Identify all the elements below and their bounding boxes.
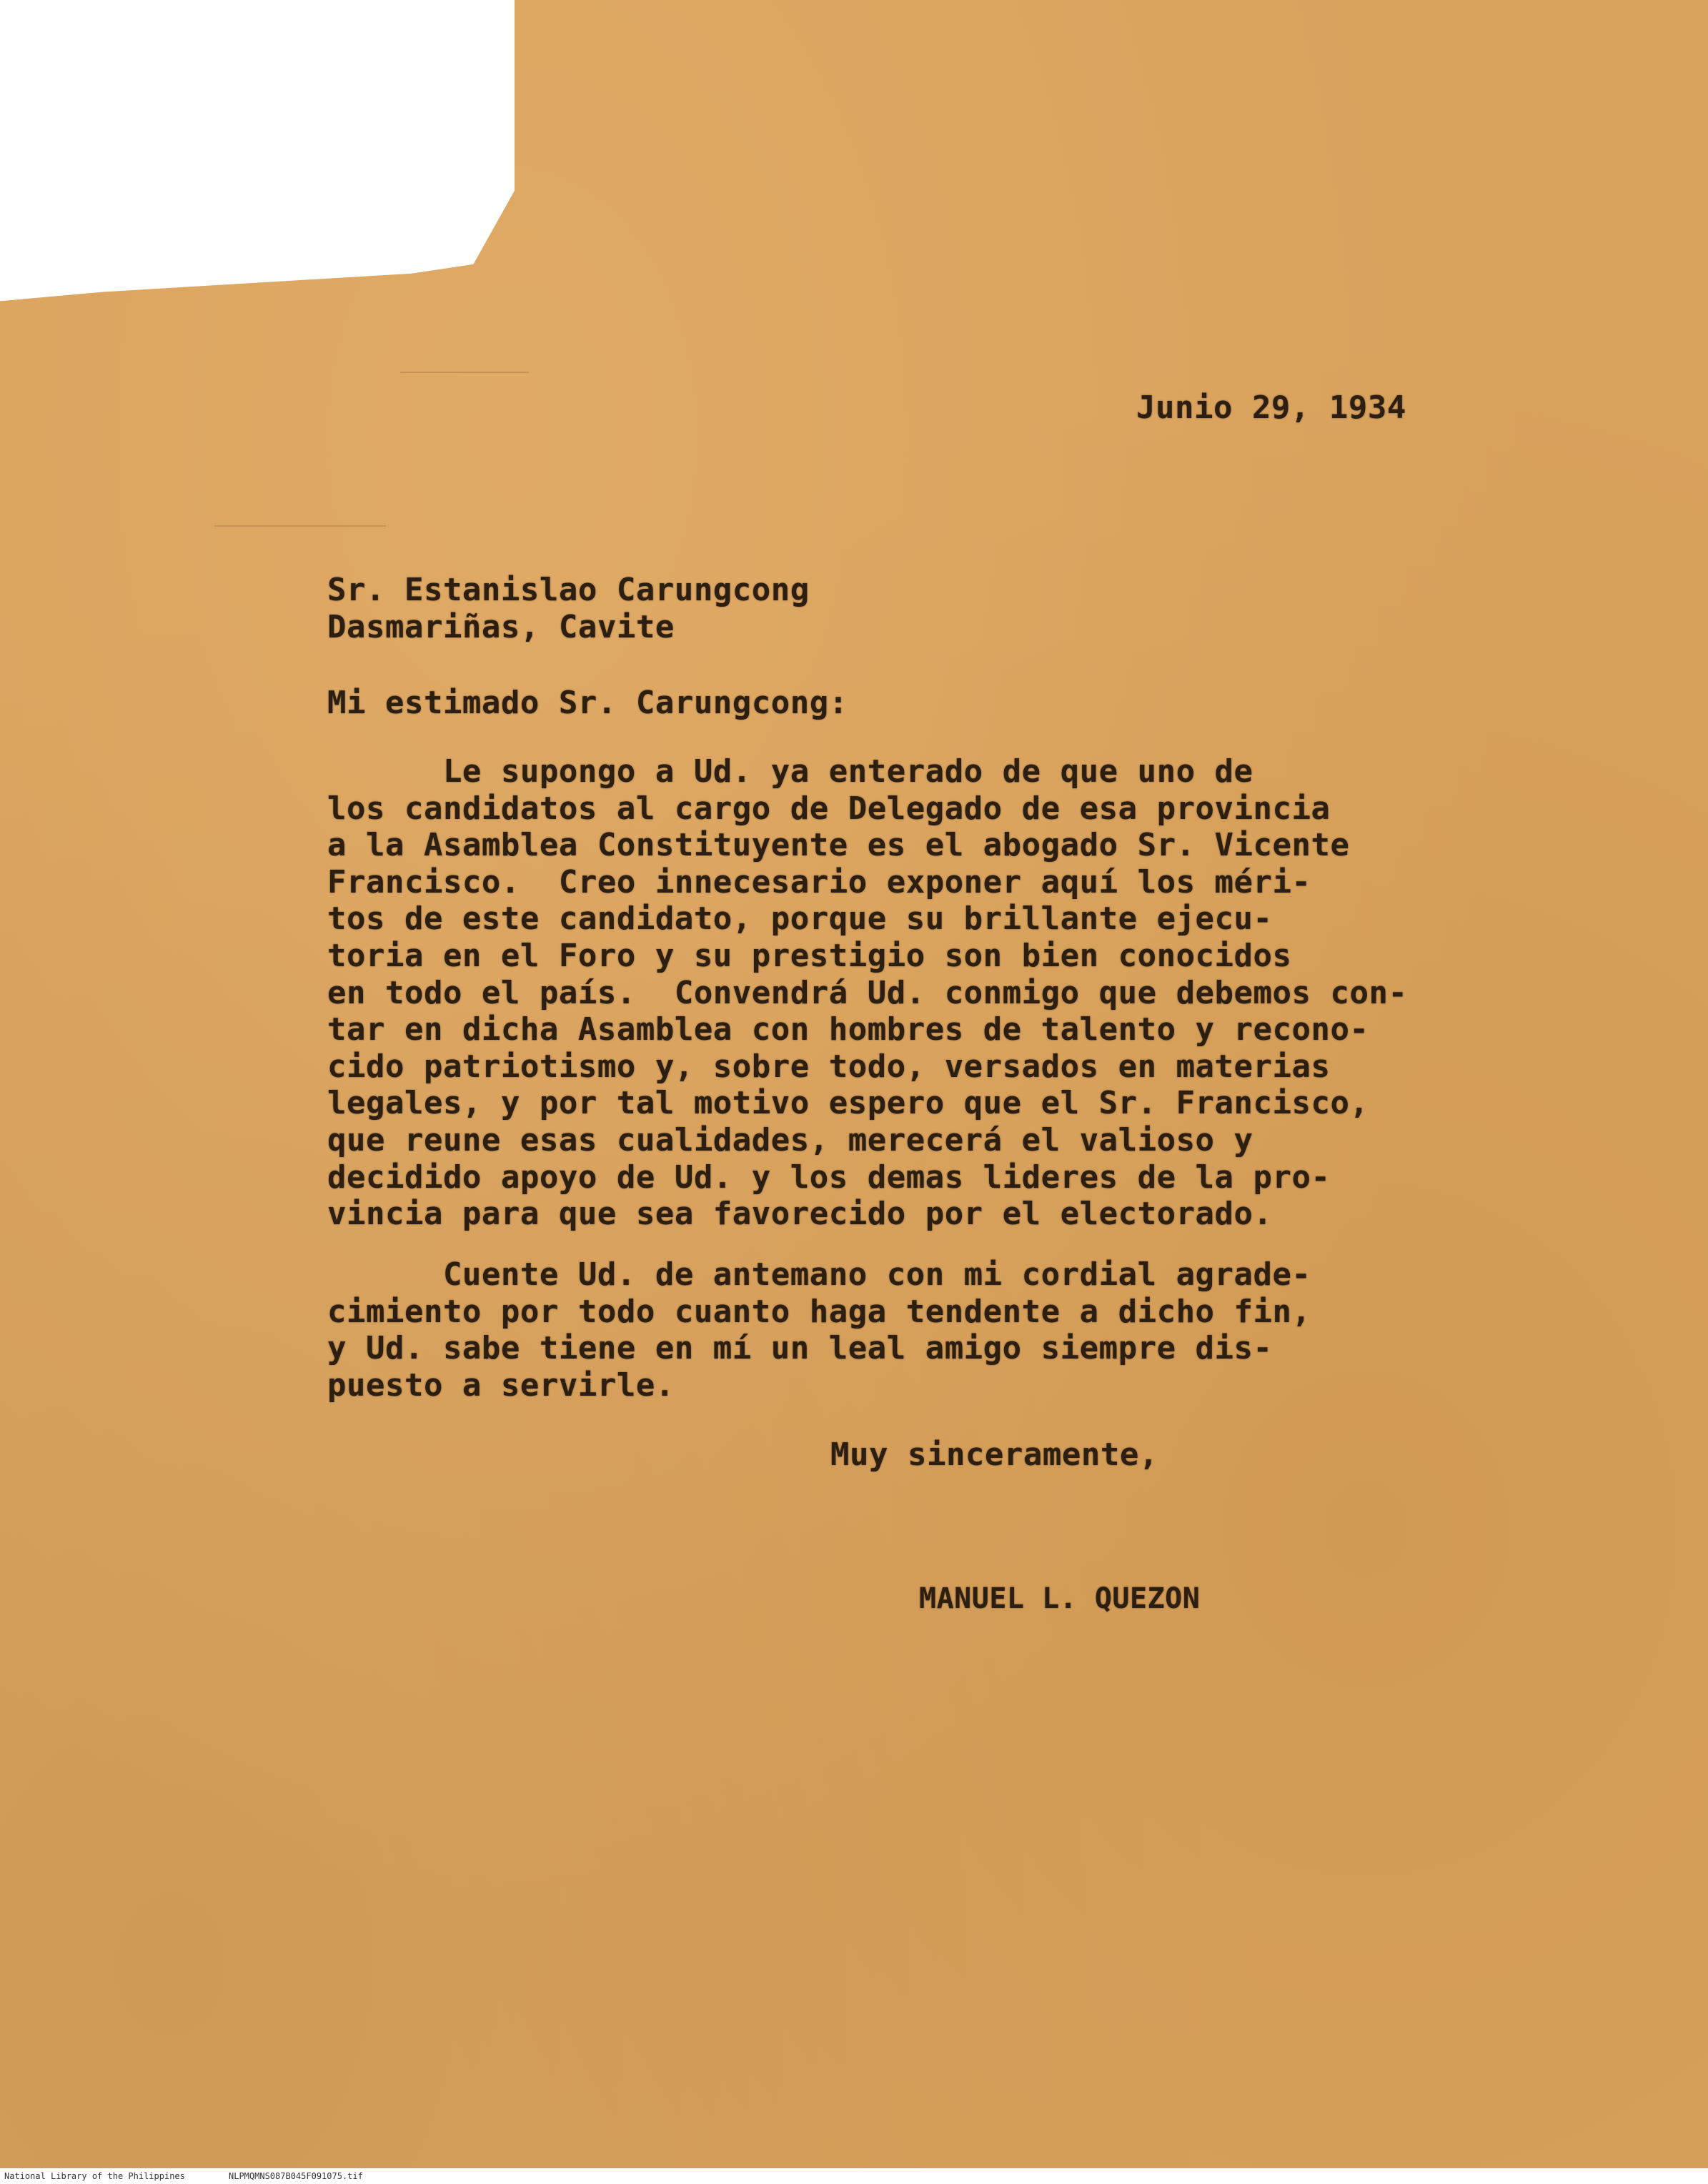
letter-date: Junio 29, 1934 bbox=[1136, 389, 1406, 426]
scan-filename: NLPMQMNS087B045F091075.tif bbox=[229, 2171, 363, 2181]
recipient-name: Sr. Estanislao Carungcong bbox=[327, 572, 810, 608]
scan-footer bbox=[0, 2168, 1708, 2184]
text-line: tar en dicha Asamblea con hombres de talento y recono- bbox=[327, 1011, 1369, 1048]
text-line: que reune esas cualidades, merecerá el valioso y bbox=[327, 1121, 1253, 1158]
text-line: decidido apoyo de Ud. y los demas lideres de la pro- bbox=[327, 1158, 1331, 1196]
recipient-address bbox=[327, 572, 810, 645]
torn-corner bbox=[0, 0, 515, 307]
recipient-place: Dasmariñas, Cavite bbox=[327, 608, 675, 645]
library-credit: National Library of the Philippines bbox=[4, 2171, 185, 2181]
text-line: en todo el país. Convendrá Ud. conmigo que debemos con- bbox=[327, 974, 1408, 1011]
closing: Muy sinceramente, bbox=[830, 1436, 1158, 1473]
text-line: cimiento por todo cuanto haga tendente a dicho fin, bbox=[327, 1293, 1311, 1330]
text-line: legales, y por tal motivo espero que el Sr. Francisco, bbox=[327, 1085, 1369, 1122]
text-line: vincia para que sea favorecido por el electorado. bbox=[327, 1196, 1273, 1233]
scan-mark bbox=[214, 525, 386, 527]
body-paragraph-2 bbox=[327, 1256, 1311, 1404]
text-line: Le supongo a Ud. ya enterado de que uno de bbox=[327, 753, 1253, 790]
text-line: Francisco. Creo innecesario exponer aquí los méri- bbox=[327, 863, 1311, 900]
signer-name: MANUEL L. QUEZON bbox=[919, 1582, 1201, 1615]
text-line: cido patriotismo y, sobre todo, versados en materias bbox=[327, 1048, 1331, 1085]
salutation: Mi estimado Sr. Carungcong: bbox=[327, 685, 848, 721]
text-line: toria en el Foro y su prestigio son bien conocidos bbox=[327, 937, 1292, 974]
text-line: Cuente Ud. de antemano con mi cordial agrade- bbox=[327, 1256, 1311, 1293]
text-line: los candidatos al cargo de Delegado de esa provincia bbox=[327, 790, 1331, 827]
text-line: puesto a servirle. bbox=[327, 1366, 675, 1404]
scan-mark bbox=[400, 372, 529, 373]
text-line: a la Asamblea Constituyente es el abogado Sr. Vicente bbox=[327, 827, 1350, 864]
text-line: y Ud. sabe tiene en mí un leal amigo siempre dis- bbox=[327, 1330, 1273, 1367]
body-paragraph-1 bbox=[327, 753, 1407, 1233]
text-line: tos de este candidato, porque su brillante ejecu- bbox=[327, 900, 1273, 938]
